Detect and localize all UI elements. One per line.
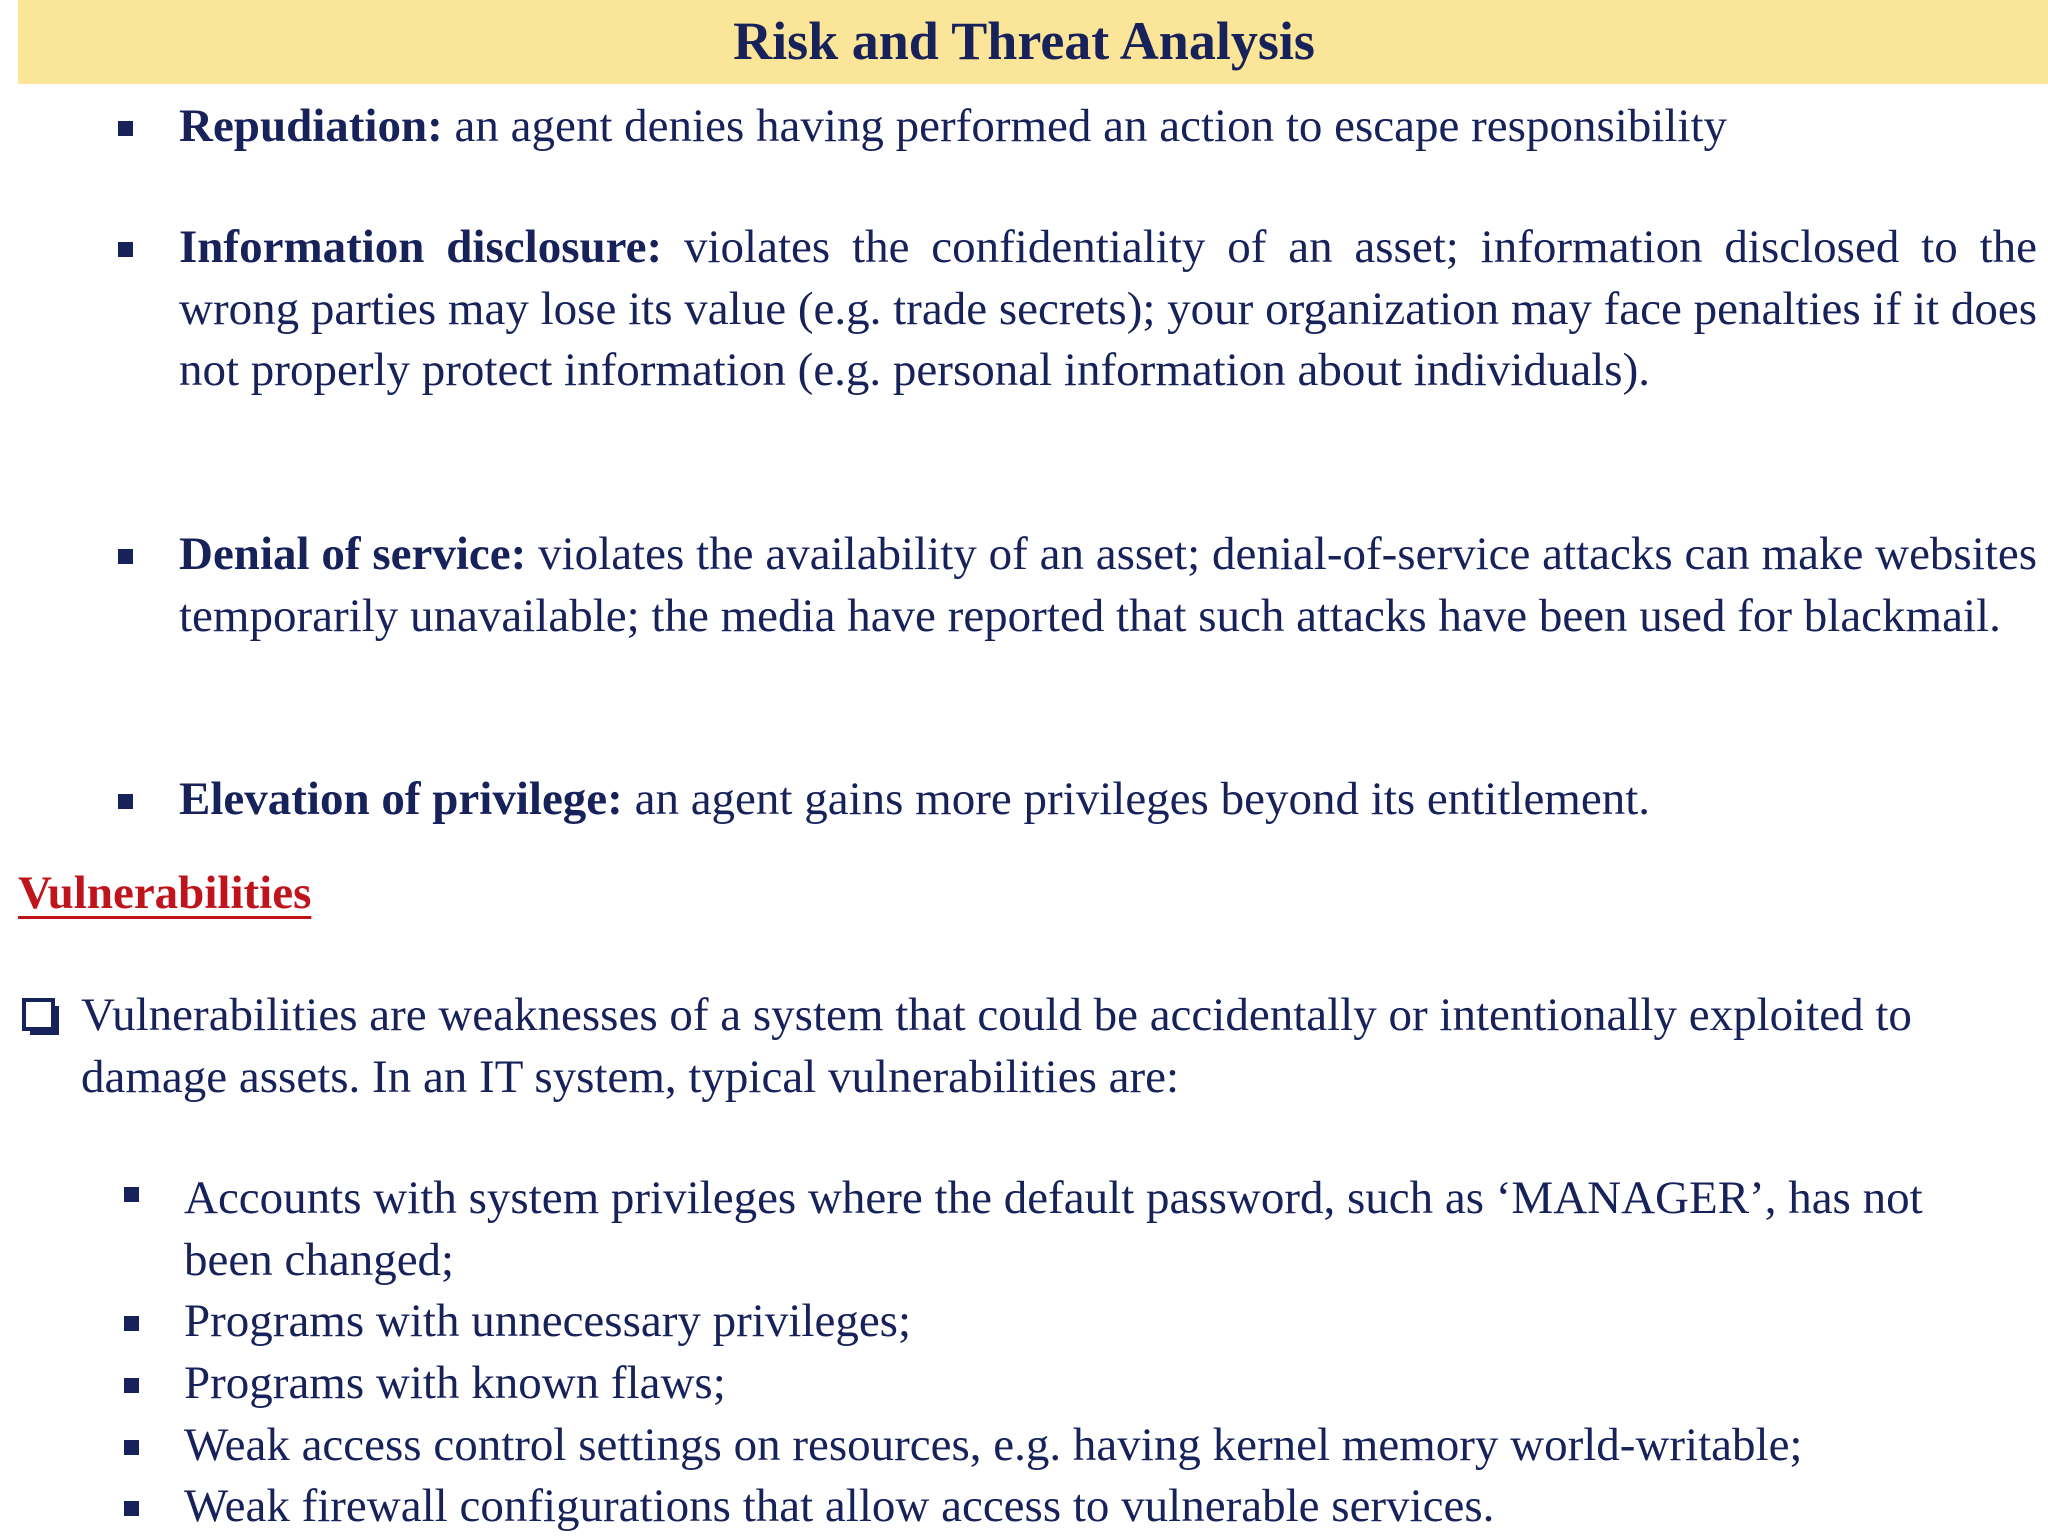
threat-term: Denial of service: [179,528,527,580]
list-item: Programs with known flaws; [184,1357,726,1409]
threat-information-disclosure [179,217,2037,402]
threat-repudiation [179,96,2037,158]
square-bullet-icon [118,242,133,257]
threat-description: violates the confidentiality of an asset; information disclosed to the wrong parties may lose its value (e.g. trade secrets); your organization may face penalties if it does not properly protect information (e.g. personal information about individuals). [179,221,2037,396]
square-bullet-icon [124,1316,139,1331]
square-bullet-icon [124,1378,139,1393]
threat-term: Information disclosure: [179,221,663,273]
square-bullet-icon [124,1440,139,1455]
list-item: Accounts with system privileges where the default password, such as ‘MANAGER’, has not been changed; [184,1172,1923,1286]
square-bullet-icon [118,794,133,809]
square-bullet-icon [118,549,133,564]
vulnerabilities-intro: Vulnerabilities are weaknesses of a system that could be accidentally or intentionally exploited to damage assets. In an IT system, typical vulnerabilities are: [81,989,1912,1103]
threat-description: violates the availability of an asset; denial-of-service attacks can make websites temporarily unavailable; the media have reported that such attacks have been used for blackmail. [179,528,2037,642]
checkbox-bullet-icon [22,998,55,1031]
list-item: Programs with unnecessary privileges; [184,1295,912,1347]
square-bullet-icon [124,1501,139,1516]
square-bullet-icon [118,121,133,136]
threat-description: an agent gains more privileges beyond its entitlement. [622,773,1651,825]
threat-term: Elevation of privilege: [179,773,623,825]
threat-description: an agent denies having performed an action to escape responsibility [442,100,1728,152]
list-item: Weak firewall configurations that allow access to vulnerable services. [184,1480,1495,1532]
page-title: Risk and Threat Analysis [733,11,1315,71]
square-bullet-icon [124,1187,139,1202]
threat-elevation-of-privilege [179,769,2037,831]
list-item: Weak access control settings on resources, e.g. having kernel memory world-writable; [184,1419,1803,1471]
threat-denial-of-service [179,524,2037,647]
vulnerabilities-heading: Vulnerabilities [18,867,312,919]
threat-term: Repudiation: [179,100,443,152]
